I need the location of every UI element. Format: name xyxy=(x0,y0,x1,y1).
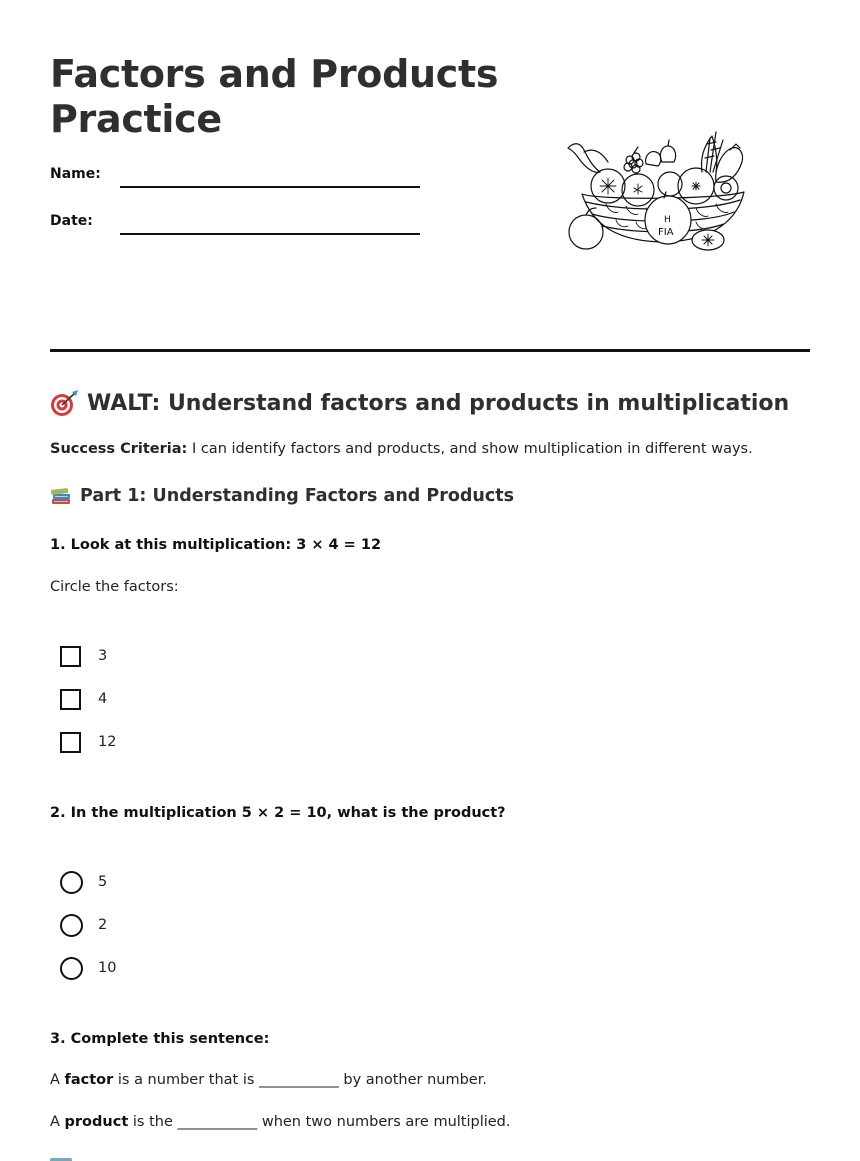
sentence-factor xyxy=(50,1072,487,1088)
header-divider xyxy=(50,349,810,352)
date-field[interactable] xyxy=(50,211,430,235)
sentence-product xyxy=(50,1114,511,1130)
worksheet-header xyxy=(50,0,810,351)
option-label: 12 xyxy=(98,734,117,750)
success-criteria xyxy=(50,441,753,457)
radio-button[interactable] xyxy=(60,914,83,937)
question-2-prompt: 2. In the multiplication 5 × 2 = 10, what is the product? xyxy=(50,805,506,821)
q2-option-3[interactable] xyxy=(60,956,116,980)
criteria-label: Success Criteria: xyxy=(50,441,188,457)
part1-heading xyxy=(50,486,514,506)
q1-option-1[interactable] xyxy=(60,644,107,668)
question-1-instruction: Circle the factors: xyxy=(50,579,179,595)
radio-button[interactable] xyxy=(60,871,83,894)
svg-text:H: H xyxy=(664,215,671,225)
walt-text: WALT: Understand factors and products in multiplication xyxy=(87,390,790,416)
q1-option-2[interactable] xyxy=(60,687,107,711)
checkbox[interactable] xyxy=(60,732,81,753)
checkbox[interactable] xyxy=(60,689,81,710)
radio-button[interactable] xyxy=(60,957,83,980)
sentence-prefix: A xyxy=(50,1114,65,1130)
option-label: 2 xyxy=(98,917,108,933)
date-write-line[interactable] xyxy=(120,233,420,235)
question-1-prompt: 1. Look at this multiplication: 3 × 4 = 12 xyxy=(50,537,382,553)
name-field[interactable] xyxy=(50,164,430,188)
sentence-rest: is the ___________ when two numbers are multiplied. xyxy=(128,1114,511,1130)
sentence-rest: is a number that is ___________ by another number. xyxy=(113,1072,487,1088)
fruit-basket-illustration xyxy=(566,128,758,254)
option-label: 3 xyxy=(98,648,108,664)
page-title xyxy=(50,52,498,142)
name-write-line[interactable] xyxy=(120,186,420,188)
term-factor: factor xyxy=(64,1072,114,1088)
term-product: product xyxy=(64,1114,129,1130)
sentence-prefix: A xyxy=(50,1072,65,1088)
walt-heading xyxy=(50,389,789,417)
checkbox[interactable] xyxy=(60,646,81,667)
question-3-prompt: 3. Complete this sentence: xyxy=(50,1031,270,1047)
option-label: 5 xyxy=(98,874,108,890)
target-dart-icon xyxy=(50,389,80,417)
name-label: Name: xyxy=(50,166,101,182)
title-line-2: Practice xyxy=(50,97,222,141)
books-icon xyxy=(50,486,72,506)
criteria-text: I can identify factors and products, and show multiplication in different ways. xyxy=(187,441,753,457)
q1-option-3[interactable] xyxy=(60,730,116,754)
worksheet-page xyxy=(50,0,810,1130)
q2-option-2[interactable] xyxy=(60,913,107,937)
q2-option-1[interactable] xyxy=(60,870,107,894)
option-label: 4 xyxy=(98,691,108,707)
date-label: Date: xyxy=(50,213,93,229)
option-label: 10 xyxy=(98,960,117,976)
svg-text:FIA: FIA xyxy=(658,227,674,238)
part1-title: Part 1: Understanding Factors and Products xyxy=(80,486,515,506)
title-line-1: Factors and Products xyxy=(50,52,499,96)
